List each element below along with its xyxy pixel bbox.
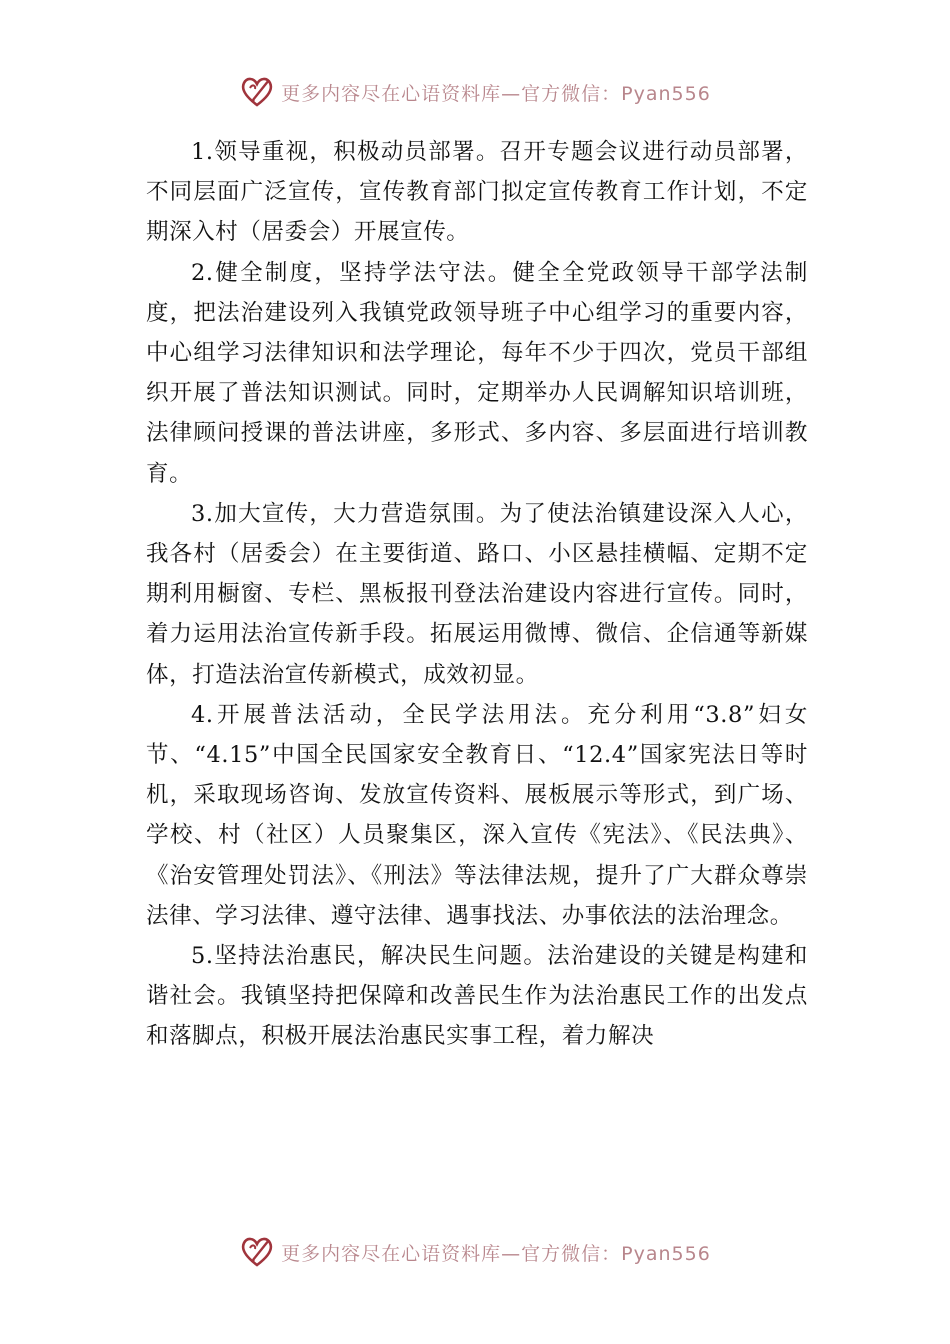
document-body (146, 132, 808, 1057)
paragraph-3: 3.加大宣传，大力营造氛围。为了使法治镇建设深入人心，我各村（居委会）在主要街道、路口、小区悬挂横幅、定期不定期利用橱窗、专栏、黑板报刊登法治建设内容进行宣传。同时，着力运用法治宣传新手段。拓展运用微博、微信、企信通等新媒体，打造法治宣传新模式，成效初显。 (146, 500, 808, 688)
header-banner-text: 更多内容尽在心语资料库—官方微信：Pyan556 (281, 82, 711, 105)
paragraph-2: 2.健全制度，坚持学法守法。健全全党政领导干部学法制度，把法治建设列入我镇党政领导班子中心组学习的重要内容，中心组学习法律知识和法学理论，每年不少于四次，党员干部组织开展了普法知识测试。同时，定期举办人民调解知识培训班，法律顾问授课的普法讲座，多形式、多内容、多层面进行培训教育。 (146, 259, 808, 487)
paragraph-4: 4.开展普法活动，全民学法用法。充分利用“3.8”妇女节、“4.15”中国全民国家安全教育日、“12.4”国家宪法日等时机，采取现场咨询、发放宣传资料、展板展示等形式，到广场、学校、村（社区）人员聚集区，深入宣传《宪法》、《民法典》、《治安管理处罚法》、《刑法》等法律法规，提升了广大群众尊崇法律、学习法律、遵守法律、遇事找法、办事依法的法治理念。 (146, 701, 808, 929)
heart-pen-logo-icon (239, 74, 275, 110)
heart-pen-logo-icon (239, 1234, 275, 1270)
footer-banner-text: 更多内容尽在心语资料库—官方微信：Pyan556 (281, 1242, 711, 1265)
paragraph-1: 1.领导重视，积极动员部署。召开专题会议进行动员部署，不同层面广泛宣传，宣传教育部门拟定宣传教育工作计划，不定期深入村（居委会）开展宣传。 (146, 139, 808, 246)
header-banner (0, 70, 950, 114)
paragraph-5: 5.坚持法治惠民，解决民生问题。法治建设的关键是构建和谐社会。我镇坚持把保障和改善民生作为法治惠民工作的出发点和落脚点，积极开展法治惠民实事工程，着力解决 (146, 943, 808, 1050)
footer-banner (0, 1230, 950, 1274)
